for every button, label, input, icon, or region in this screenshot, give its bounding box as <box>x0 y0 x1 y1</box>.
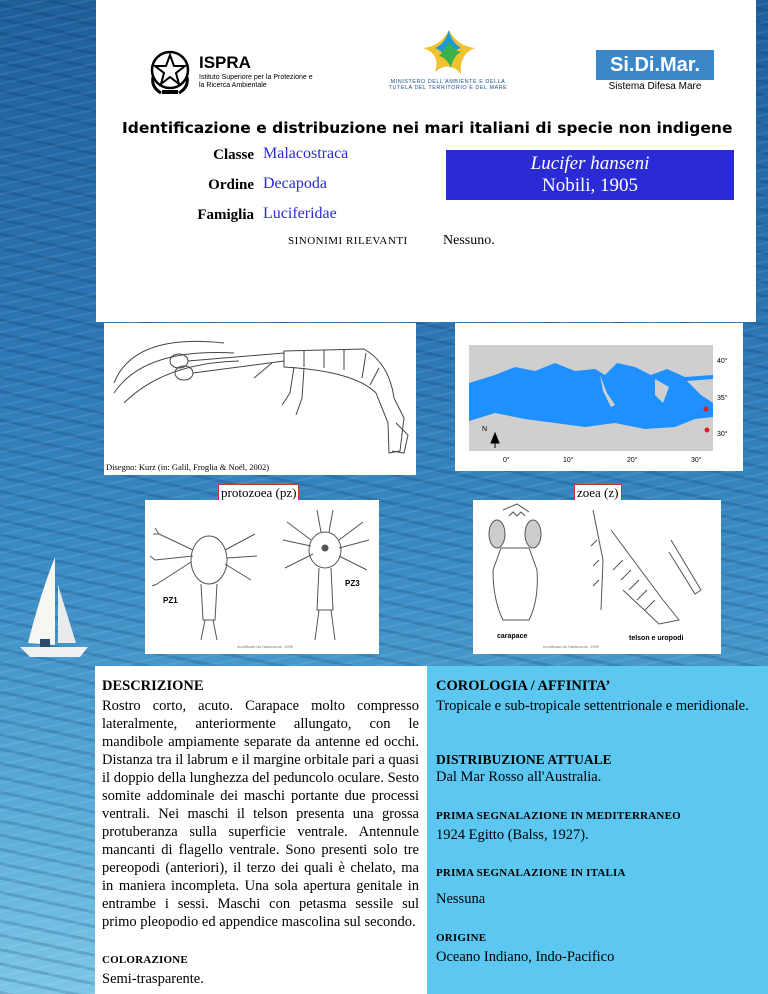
map-panel <box>455 323 743 471</box>
adult-drawing-panel <box>104 323 416 475</box>
lon-0: 0° <box>503 457 510 464</box>
ordine-label: Ordine <box>208 177 254 193</box>
carapace-label: carapace <box>497 633 528 640</box>
lon-10: 10° <box>563 457 574 464</box>
species-author: Nobili, 1905 <box>541 175 639 196</box>
descrizione-box <box>95 666 427 994</box>
prima-ita-text: Nessuna <box>436 891 486 907</box>
ordine-value: Decapoda <box>263 175 327 192</box>
ispra-logo <box>147 47 317 103</box>
protozoea-drawing <box>145 500 379 654</box>
ispra-subtitle: Istituto Superiore per la Protezione e la Ricerca Ambientale <box>199 74 313 89</box>
pz3-label: PZ3 <box>345 579 360 588</box>
sailboat-icon <box>10 555 100 665</box>
origine-heading: ORIGINE <box>436 932 487 944</box>
colorazione-heading: COLORAZIONE <box>102 954 188 966</box>
descrizione-heading: DESCRIZIONE <box>102 678 204 694</box>
lucifer-adult-drawing <box>104 323 416 475</box>
distribution-map <box>455 323 743 471</box>
protozoea-panel <box>145 500 379 654</box>
zoea-panel <box>473 500 721 654</box>
species-box <box>446 150 734 200</box>
north-label: N <box>482 426 488 433</box>
synonyms-value: Nessuno. <box>443 233 495 248</box>
protozoea-label: protozoea (pz) <box>218 484 299 502</box>
prima-ita-heading: PRIMA SEGNALAZIONE IN ITALIA <box>436 867 626 879</box>
lat-30: 30° <box>717 431 728 438</box>
lon-20: 20° <box>627 457 638 464</box>
record-point-2 <box>705 428 710 433</box>
ministero-logo <box>383 28 513 98</box>
classe-label: Classe <box>213 147 254 163</box>
protozoea-credit: modificato da Hashizume, 1999 <box>237 644 294 649</box>
distribuzione-text: Dal Mar Rosso all'Australia. <box>436 769 602 785</box>
corologia-heading: COROLOGIA / AFFINITA’ <box>436 678 611 694</box>
colorazione-text: Semi-trasparente. <box>102 971 204 987</box>
lat-40: 40° <box>717 358 728 365</box>
prima-med-text: 1924 Egitto (Balss, 1927). <box>436 827 589 843</box>
italian-emblem-icon <box>147 47 193 97</box>
zoea-credit: modificato da Hashizume, 1999 <box>543 644 600 649</box>
ministero-star-icon <box>421 28 477 76</box>
origine-text: Oceano Indiano, Indo-Pacifico <box>436 949 615 965</box>
sidimar-logo <box>596 50 714 96</box>
famiglia-value: Luciferidae <box>263 205 337 222</box>
telson-label: telson e uropodi <box>629 635 684 642</box>
lat-35: 35° <box>717 395 728 402</box>
classe-value: Malacostraca <box>263 145 349 162</box>
corologia-box <box>427 666 768 994</box>
ispra-title: ISPRA <box>199 53 251 72</box>
page-title: Identificazione e distribuzione nei mari italiani di specie non indigene <box>122 119 733 137</box>
sidimar-name: Si.Di.Mar. <box>596 50 714 80</box>
ministero-text: MINISTERO DELL'AMBIENTE E DELLA TUTELA DEL TERRITORIO E DEL MARE <box>388 79 508 91</box>
drawing-credit: Disegno: Kurz (in: Galil, Froglia & Noël, 2002) <box>106 462 270 472</box>
descrizione-text: Rostro corto, acuto. Carapace molto compresso lateralmente, anteriormente allungato, con le mandibole ampiamente separate da antenne ed occhi. Distanza tra il labrum e il margine orbitale pari a quasi il doppio della lunghezza del peduncolo oculare. Sesto somite addominale dei maschi portante due processi ventrali. Nei maschi il telson presenta una grossa protuberanza sulla superficie ventrale. Antennule mancanti di flagello ventrale. Sono presenti solo tre pereopodi (anteriori), il terzo dei quali è chelato, ma in maniera incompleta. Una sola apertura genitale in entrambe i sessi. Maschi con petasma sessile sul primo pleopodio ed appendice mascolina sul secondo. <box>102 698 420 930</box>
record-point-1 <box>704 407 709 412</box>
distribuzione-heading: DISTRIBUZIONE ATTUALE <box>436 752 612 767</box>
pz1-label: PZ1 <box>163 596 178 605</box>
synonyms-label: SINONIMI RILEVANTI <box>288 235 408 247</box>
corologia-text: Tropicale e sub-tropicale settentrionale e meridionale. <box>436 698 749 714</box>
sidimar-subtitle: Sistema Difesa Mare <box>608 81 702 92</box>
zoea-drawing <box>473 500 721 654</box>
prima-med-heading: PRIMA SEGNALAZIONE IN MEDITERRANEO <box>436 810 681 822</box>
lon-30: 30° <box>691 457 702 464</box>
famiglia-label: Famiglia <box>197 207 254 223</box>
zoea-label: zoea (z) <box>574 484 622 502</box>
species-name: Lucifer hanseni <box>530 153 650 174</box>
